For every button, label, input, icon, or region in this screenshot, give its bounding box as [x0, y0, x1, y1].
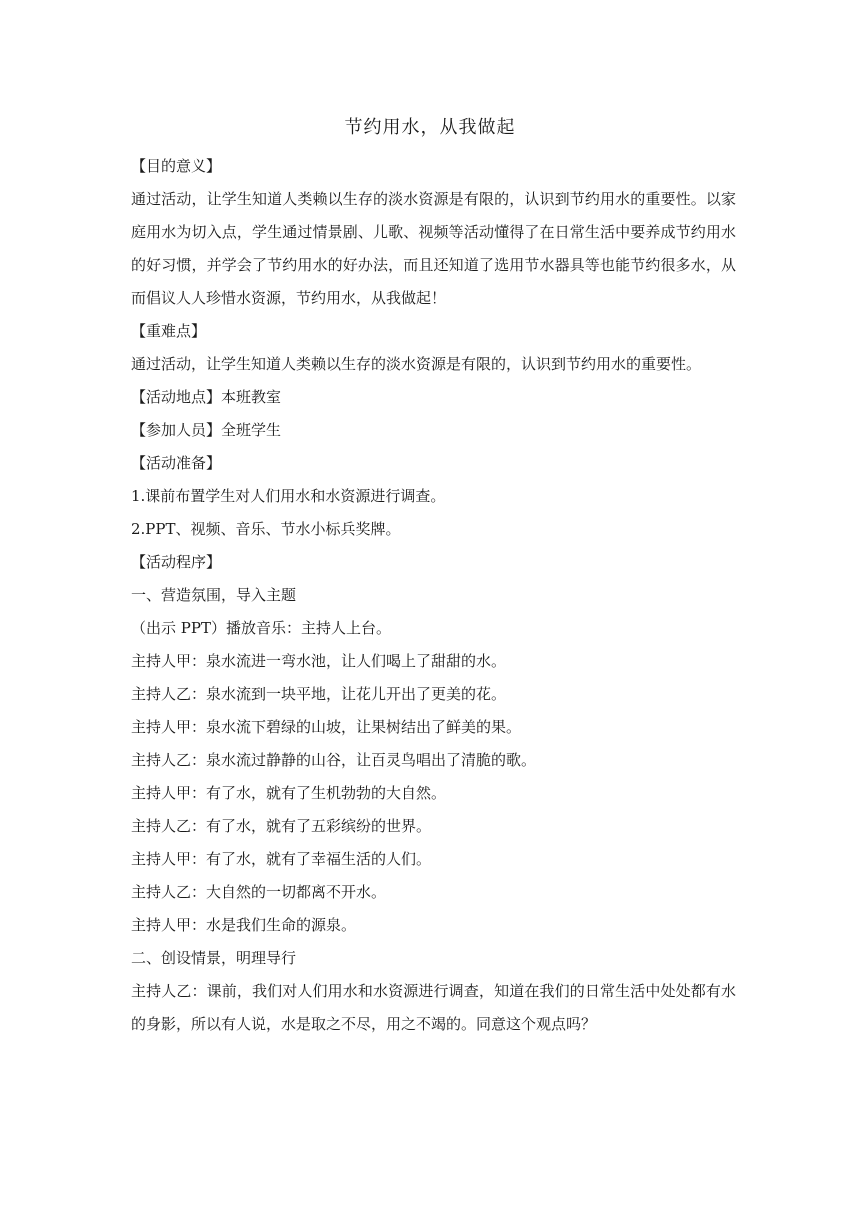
dialogue-line: 主持人乙：泉水流到一块平地，让花儿开出了更美的花。 — [131, 685, 507, 703]
dialogue-line: 主持人甲：有了水，就有了生机勃勃的大自然。 — [131, 784, 447, 802]
document-body — [131, 150, 736, 1041]
dialogue-line: 主持人甲：泉水流进一弯水池，让人们喝上了甜甜的水。 — [131, 652, 507, 670]
dialogue-line: 主持人甲：水是我们生命的源泉。 — [131, 916, 357, 934]
section-heading-key-points: 【重难点】 — [131, 322, 207, 340]
section-heading-preparation: 【活动准备】 — [131, 454, 222, 472]
document-title: 节约用水，从我做起 — [344, 117, 516, 138]
dialogue-line: 主持人乙：课前，我们对人们用水和水资源进行调查，知道在我们的日常生活中处处都有水的身影，所以有人说，水是取之不尽，用之不竭的。同意这个观点吗？ — [131, 982, 736, 1033]
dialogue-line: 主持人乙：泉水流过静静的山谷，让百灵鸟唱出了清脆的歌。 — [131, 751, 537, 769]
procedure-line: （出示 PPT）播放音乐：主持人上台。 — [131, 619, 391, 637]
purpose-paragraph: 通过活动，让学生知道人类赖以生存的淡水资源是有限的，认识到节约用水的重要性。以家庭用水为切入点，学生通过情景剧、儿歌、视频等活动懂得了在日常生活中要养成节约用水的好习惯，并学会了节约用水的好办法，而且还知道了选用节水器具等也能节约很多水，从而倡议人人珍惜水资源，节约用水，从我做起！ — [131, 190, 736, 307]
preparation-item: 1.课前布置学生对人们用水和水资源进行调查。 — [131, 487, 446, 505]
section-heading-purpose: 【目的意义】 — [131, 157, 222, 175]
section-heading-procedure: 【活动程序】 — [131, 553, 222, 571]
key-points-paragraph: 通过活动，让学生知道人类赖以生存的淡水资源是有限的，认识到节约用水的重要性。 — [131, 355, 702, 373]
procedure-step-heading: 二、创设情景，明理导行 — [131, 949, 297, 967]
dialogue-line: 主持人乙：有了水，就有了五彩缤纷的世界。 — [131, 817, 432, 835]
activity-location: 【活动地点】本班教室 — [131, 388, 282, 406]
procedure-step-heading: 一、营造氛围，导入主题 — [131, 586, 297, 604]
preparation-item: 2.PPT、视频、音乐、节水小标兵奖牌。 — [131, 520, 401, 538]
dialogue-line: 主持人甲：有了水，就有了幸福生活的人们。 — [131, 850, 432, 868]
participants: 【参加人员】全班学生 — [131, 421, 282, 439]
dialogue-line: 主持人乙：大自然的一切都离不开水。 — [131, 883, 387, 901]
dialogue-line: 主持人甲：泉水流下碧绿的山坡，让果树结出了鲜美的果。 — [131, 718, 522, 736]
